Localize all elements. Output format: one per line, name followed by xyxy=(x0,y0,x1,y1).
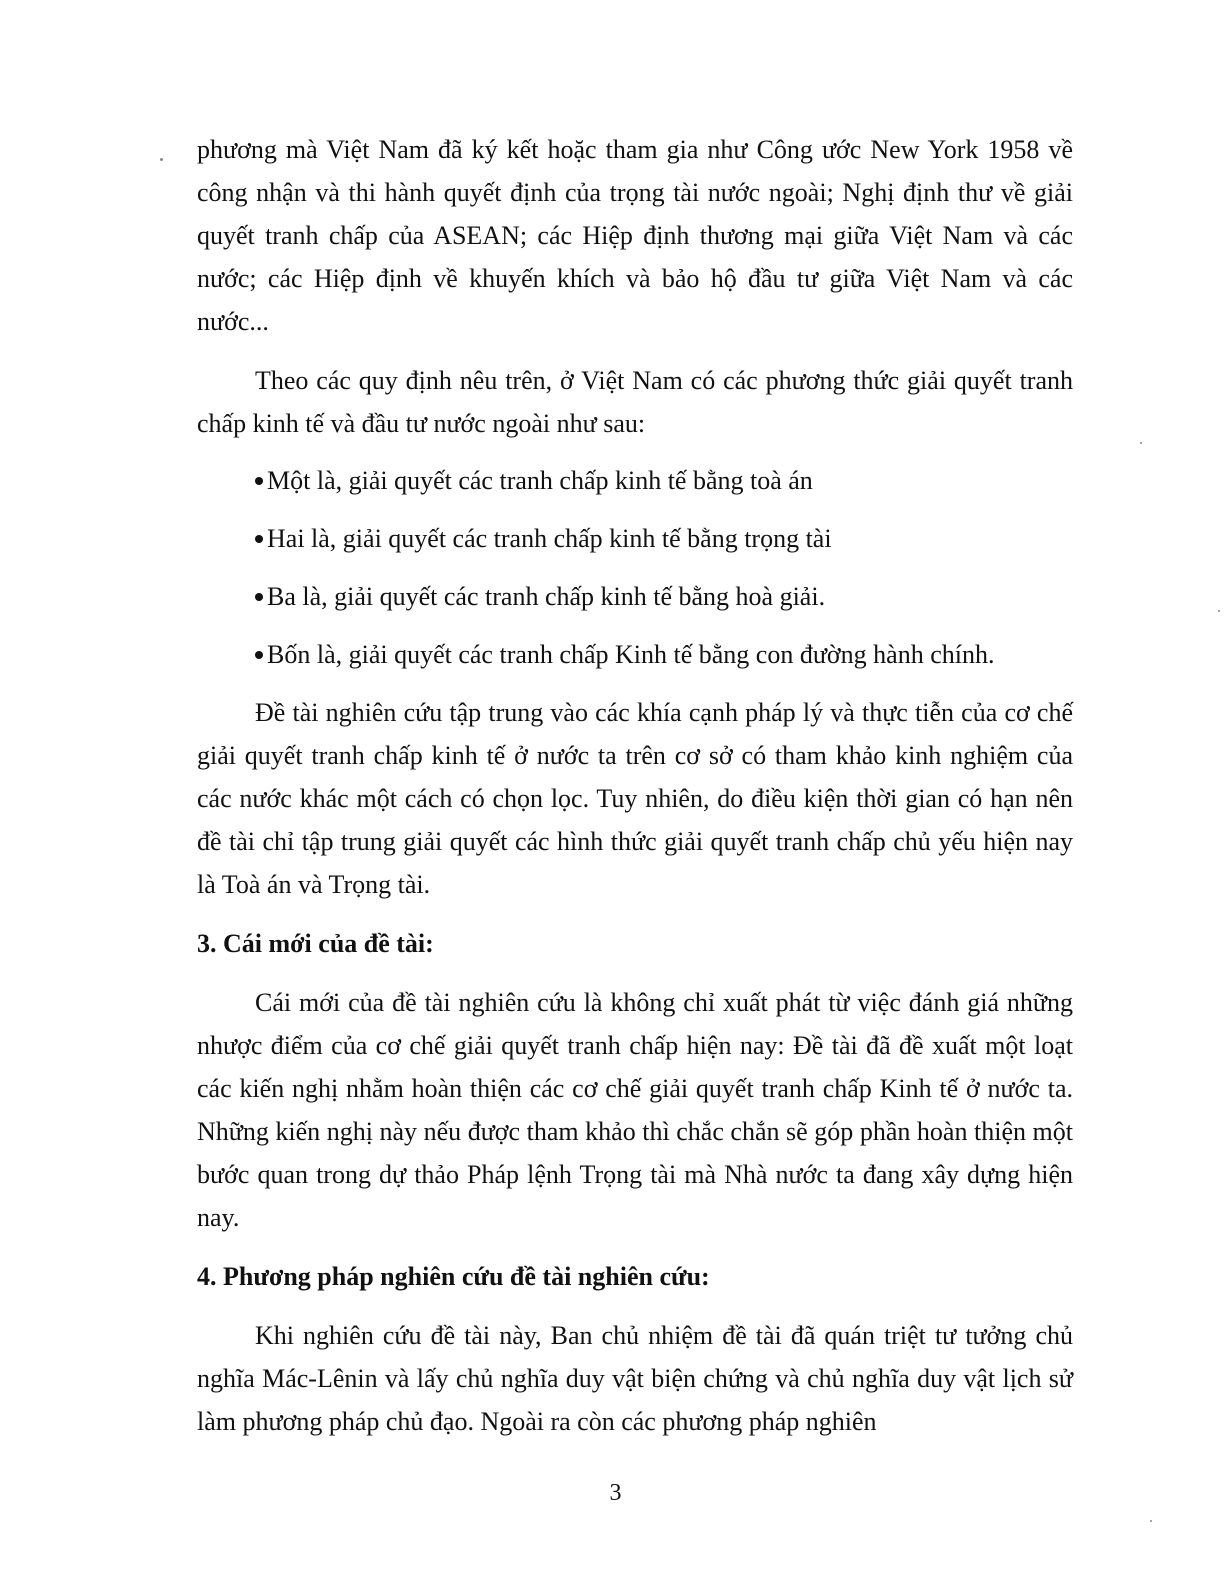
body-text xyxy=(197,128,1073,1443)
scan-speck xyxy=(160,158,163,161)
bullet-text: Hai là, giải quyết các tranh chấp kinh tế bằng trọng tài xyxy=(267,524,832,553)
list-item xyxy=(197,517,1073,575)
list-item xyxy=(197,575,1073,633)
bullet-text: Một là, giải quyết các tranh chấp kinh tế bằng toà án xyxy=(267,466,813,495)
list-item xyxy=(197,459,1073,517)
paragraph-3: Đề tài nghiên cứu tập trung vào các khía cạnh pháp lý và thực tiễn của cơ chế giải quyết tranh chấp kinh tế ở nước ta trên cơ sở có tham khảo kinh nghiệm của các nước khác một cách có chọn lọc. Tuy nhiên, do điều kiện thời gian có hạn nên đề tài chỉ tập trung giải quyết các hình thức giải quyết tranh chấp chủ yếu hiện nay là Toà án và Trọng tài. xyxy=(197,698,1073,899)
bullet-icon xyxy=(255,535,263,543)
section-heading-3: 3. Cái mới của đề tài: xyxy=(197,929,434,958)
scan-speck xyxy=(1218,610,1220,612)
bullet-icon xyxy=(255,651,263,659)
paragraph-2: Theo các quy định nêu trên, ở Việt Nam có các phương thức giải quyết tranh chấp kinh tế và đầu tư nước ngoài như sau: xyxy=(197,366,1073,438)
page-number: 3 xyxy=(609,1480,622,1506)
bullet-text: Bốn là, giải quyết các tranh chấp Kinh tế bằng con đường hành chính. xyxy=(267,640,995,669)
list-item xyxy=(197,633,1073,691)
section-heading-4: 4. Phương pháp nghiên cứu đề tài nghiên cứu: xyxy=(197,1262,710,1291)
bullet-icon xyxy=(255,593,263,601)
scan-speck xyxy=(1140,442,1142,444)
paragraph-4: Cái mới của đề tài nghiên cứu là không chỉ xuất phát từ việc đánh giá những nhược điểm của cơ chế giải quyết tranh chấp hiện nay: Đề tài đã đề xuất một loạt các kiến nghị nhằm hoàn thiện các cơ chế giải quyết tranh chấp Kinh tế ở nước ta. Những kiến nghị này nếu được tham khảo thì chắc chắn sẽ góp phần hoàn thiện một bước quan trong dự thảo Pháp lệnh Trọng tài mà Nhà nước ta đang xây dựng hiện nay. xyxy=(197,988,1073,1232)
paragraph-5: Khi nghiên cứu đề tài này, Ban chủ nhiệm đề tài đã quán triệt tư tưởng chủ nghĩa Mác-Lênin và lấy chủ nghĩa duy vật biện chứng và chủ nghĩa duy vật lịch sử làm phương pháp chủ đạo. Ngoài ra còn các phương pháp nghiên xyxy=(197,1321,1073,1436)
bullet-text: Ba là, giải quyết các tranh chấp kinh tế bằng hoà giải. xyxy=(267,582,826,611)
bullet-list xyxy=(197,459,1073,691)
scan-speck xyxy=(1150,1520,1152,1522)
paragraph-1: phương mà Việt Nam đã ký kết hoặc tham gia như Công ước New York 1958 về công nhận và thi hành quyết định của trọng tài nước ngoài; Nghị định thư về giải quyết tranh chấp của ASEAN; các Hiệp định thương mại giữa Việt Nam và các nước; các Hiệp định về khuyến khích và bảo hộ đầu tư giữa Việt Nam và các nước... xyxy=(197,135,1073,336)
bullet-icon xyxy=(255,477,263,485)
